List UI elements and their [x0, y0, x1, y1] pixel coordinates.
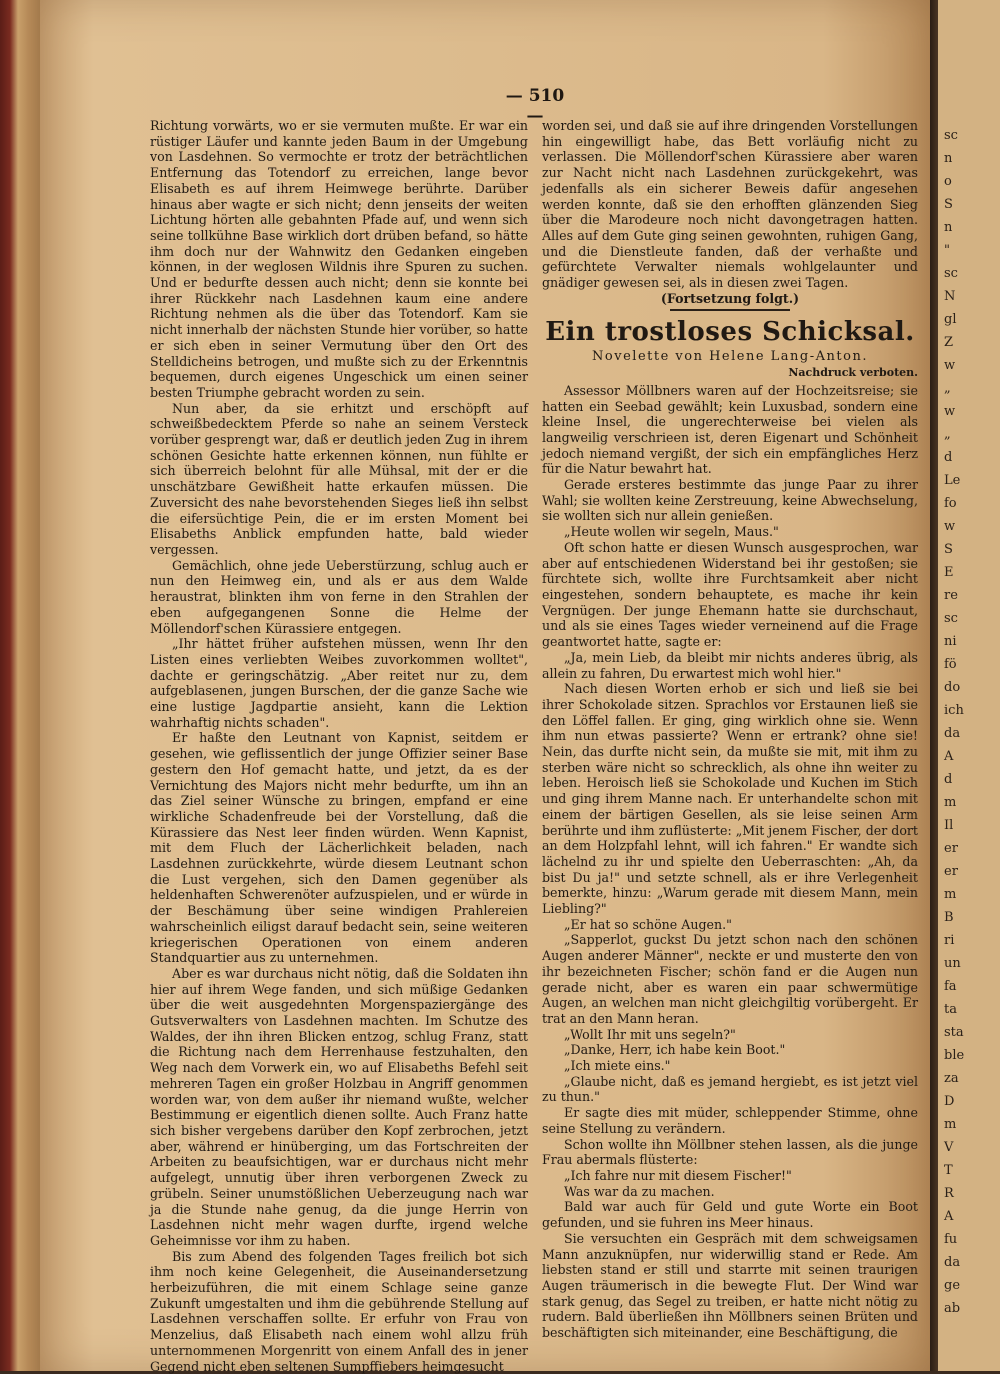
left-column	[150, 118, 528, 1374]
next-page-fragment: ni	[944, 634, 957, 649]
next-page-fragment: S	[944, 197, 953, 212]
next-page-fragment: er	[944, 841, 958, 856]
next-page-fragment: R	[944, 1186, 954, 1201]
paragraph: Schon wollte ihn Möllbner stehen lassen, als die junge Frau abermals flüsterte:	[542, 1136, 918, 1168]
paragraph: „Er hat so schöne Augen."	[564, 916, 732, 932]
next-page-fragment: fa	[944, 979, 957, 994]
paragraph: „Glaube nicht, daß es jemand hergiebt, es ist jetzt viel zu thun."	[542, 1073, 918, 1105]
next-page-fragment: ri	[944, 933, 955, 948]
next-page-fragment: A	[944, 749, 954, 764]
next-page-fragment: m	[944, 1117, 957, 1132]
next-page-fragment: sc	[944, 266, 958, 281]
paragraph: Bis zum Abend des folgenden Tages freilich bot sich ihm noch keine Gelegenheit, die Auseinandersetzung herbeizuführen, die mit einem Schlage seine ganze Zukunft umgestalten und ihm die gebührende Stellung auf Lasdehnen verschaffen sollte. Er erfuhr von Frau von Menzelius, daß Elisabeth nach einem wohl allzu früh unternommenen Morgenritt von einem Anfall des in jener Gegend nicht eben seltenen Sumpffiebers heimgesucht	[150, 1248, 528, 1374]
serial-conclusion	[542, 118, 918, 291]
next-page-fragment: "	[944, 243, 950, 258]
paragraph: „Ja, mein Lieb, da bleibt mir nichts anderes übrig, als allein zu fahren, Du erwartest mich wohl hier."	[542, 649, 918, 681]
paragraph: Gemächlich, ohne jede Ueberstürzung, schlug auch er nun den Heimweg ein, und als er aus dem Walde heraustrat, blinkten ihm von ferne in den Strahlen der eben aufgegangenen Sonne die Helme der Möllendorf'schen Kürassiere entgegen.	[150, 557, 528, 636]
next-page-fragment: T	[944, 1163, 953, 1178]
story-body	[542, 383, 918, 1341]
next-page-fragment: E	[944, 565, 954, 580]
paragraph: Nun aber, da sie erhitzt und erschöpft auf schweißbedecktem Pferde so nahe an seinem Versteck vorüber gesprengt war, daß er deutlich jeden Zug in ihrem schönen Gesichte hatte erkennen können, nun fühlte er sich überreich belohnt für alle Mühsal, mit der er die unschätzbare Gewißheit hatte erkaufen müssen. Die Zuversicht des nahe bevorstehenden Sieges ließ ihn selbst die eifersüchtige Pein, die er im ersten Moment bei Elisabeths Anblick empfunden hatte, bald wieder vergessen.	[150, 400, 528, 557]
next-page-fragment: sta	[944, 1025, 964, 1040]
continuation-note: (Fortsetzung folgt.)	[660, 290, 800, 306]
paragraph: „Ich miete eins."	[564, 1058, 671, 1074]
next-page-fragment: da	[944, 726, 961, 741]
paragraph: Bald war auch für Geld und gute Worte ein Boot gefunden, und sie fuhren ins Meer hinaus.	[542, 1199, 918, 1231]
next-page-fragment: N	[944, 289, 956, 304]
paragraph: Was war da zu machen.	[564, 1183, 715, 1199]
paragraph: Er sagte dies mit müder, schleppender Stimme, ohne seine Stellung zu verändern.	[542, 1105, 918, 1136]
next-page-fragment: D	[944, 1094, 955, 1109]
next-page-fragment: „	[944, 381, 951, 396]
paragraph: Nach diesen Worten erhob er sich und ließ sie bei ihrer Schokolade sitzen. Sprachlos vor Erstaunen ließ sie den Löffel fallen. Er ging, ging wirklich ohne sie. Wenn ihm nun etwas passierte? Wenn er ertrank? ohne sie! Nein, das durfte nicht sein, da mußte sie mit, mit ihm zu sterben wäre nicht so schrecklich, als ohne ihn weiter zu leben. Heroisch ließ sie Schokolade und Kuchen im Stich und ging ihrem Manne nach. Er unterhandelte schon mit einem der bärtigen Gesellen, als sie leise seinen Arm berührte und ihm zuflüsterte: „Mit jenem Fischer, der dort an dem Holzpfahl lehnt, will ich fahren." Er wandte sich lächelnd zu ihr und spielte den Ueberraschten: „Ah, da bist Du ja!" und setzte schnell, als er ihre Verlegenheit bemerkte, hinzu: „Warum gerade mit diesem Mann, mein Liebling?"	[542, 681, 918, 917]
next-page-fragment: m	[944, 795, 957, 810]
next-page-fragment: ab	[944, 1301, 961, 1316]
section-divider	[670, 309, 790, 311]
next-page-fragment: w	[944, 519, 956, 534]
paragraph: Er haßte den Leutnant von Kapnist, seitdem er gesehen, wie geflissentlich der junge Offizier seiner Base gestern den Hof gemacht hatte, und jetzt, da es der Vernichtung des Majors nicht mehr bedurfte, um ihn an das Ziel seiner Wünsche zu bringen, empfand er eine wirkliche Schadenfreude bei der Vorstellung, daß die Kürassiere das Nest leer finden würden. Wenn Kapnist, mit dem Fluch der Lächerlichkeit beladen, nach Lasdehnen zurückkehrte, würde diesem Leutnant schon die Lust vergehen, sich den Damen gegenüber als heldenhaften Schwerenöter aufzuspielen, und er würde in der Beschämung über seine windigen Prahlereien wahrscheinlich eiligst darauf bedacht sein, seine weiteren kriegerischen Operationen von einem anderen Standquartier aus zu unternehmen.	[150, 730, 528, 966]
paragraph: „Ihr hättet früher aufstehen müssen, wenn Ihr den Listen eines verliebten Weibes zuvorkommen wolltet", dachte er geringschätzig. „Aber reitet nur zu, dem aufgeblasenen, jungen Burschen, der die ganze Sache wie eine lustige Jagdpartie ansieht, kann die Lektion wahrhaftig nichts schaden".	[150, 636, 528, 730]
next-page-margin	[938, 0, 1000, 1371]
paragraph: „Danke, Herr, ich habe kein Boot."	[564, 1042, 786, 1058]
next-page-fragment: „	[944, 427, 951, 442]
next-page-fragment: m	[944, 887, 957, 902]
next-page-fragment: d	[944, 772, 953, 787]
book-spine-edge	[0, 0, 40, 1371]
paragraph: Aber es war durchaus nicht nötig, daß die Soldaten ihn hier auf ihrem Wege fanden, und sich müßige Gedanken über die weit ausgedehnten Morgenspaziergänge des Gutsverwalters von Lasdehnen machten. Im Schutze des Waldes, der ihn ihren Blicken entzog, schlug Franz, statt die Richtung nach dem Herrenhause festzuhalten, den Weg nach dem Vorwerk ein, wo auf Elisabeths Befehl seit mehreren Tagen ein großer Holzbau in Angriff genommen worden war, von dem außer ihr niemand wußte, welcher Bestimmung er eigentlich dienen sollte. Auch Franz hatte sich bisher vergebens darüber den Kopf zerbrochen, jetzt aber, während er hinüberging, um das Fortschreiten der Arbeiten zu beaufsichtigen, war er durchaus nicht mehr aufgelegt, unnutig über ihren verborgenen Zweck zu grübeln. Seiner unumstößlichen Ueberzeugung nach war ja die Stunde nahe genug, da die junge Herrin von Lasdehnen nicht mehr wagen durfte, irgend welche Geheimnisse vor ihm zu haben.	[150, 965, 528, 1248]
story-byline: Novelette von Helene Lang-Anton.	[592, 349, 868, 365]
next-page-fragment: sc	[944, 128, 958, 143]
next-page-fragment: Le	[944, 473, 961, 488]
next-page-fragment: V	[944, 1140, 954, 1155]
next-page-fragment: n	[944, 220, 953, 235]
next-page-fragment: Z	[944, 335, 954, 350]
page-gutter	[930, 0, 938, 1371]
paragraph: Sie versuchten ein Gespräch mit dem schweigsamen Mann anzuknüpfen, nur widerwillig stand er Rede. Am liebsten stand er still und starrte mit seinen traurigen Augen träumerisch in die bewegte Flut. Der Wind war stark genug, das Segel zu treiben, er hatte nicht nötig zu rudern. Bald überließen ihn Möllbners seinen Brüten und beschäftigten sich miteinander, eine Beschäftigung, die	[542, 1230, 918, 1341]
next-page-fragment: fö	[944, 657, 957, 672]
next-page-fragment: za	[944, 1071, 959, 1086]
paragraph: „Heute wollen wir segeln, Maus."	[564, 524, 779, 540]
next-page-fragment: A	[944, 1209, 954, 1224]
paragraph: Assessor Möllbners waren auf der Hochzeitsreise; sie hatten ein Seebad gewählt; kein Luxusbad, sondern eine kleine Insel, die ungerechterweise bei vielen als langweilig verschrieen ist, deren Eigenart und Schönheit jedoch niemand vergißt, der sich ein empfängliches Herz für die Natur bewahrt hat.	[542, 382, 918, 477]
next-page-fragment: gl	[944, 312, 957, 327]
paragraph: „Sapperlot, guckst Du jetzt schon nach den schönen Augen anderer Männer", neckte er und musterte den von ihr bezeichneten Fischer; schön fand er die Augen nun gerade nicht, aber es waren ein paar schwermütige Augen, an welchen man nicht gleichgiltig vorübergeht. Er trat an den Mann heran.	[542, 932, 918, 1026]
next-page-fragment: un	[944, 956, 961, 971]
next-page-fragment: er	[944, 864, 958, 879]
next-page-fragment: Il	[944, 818, 954, 833]
next-page-fragment: ich	[944, 703, 964, 718]
next-page-fragment: w	[944, 404, 956, 419]
reprint-notice: Nachdruck verboten.	[788, 366, 918, 380]
paragraph: „Wollt Ihr mit uns segeln?"	[564, 1026, 736, 1042]
next-page-fragment: n	[944, 151, 953, 166]
paragraph: Oft schon hatte er diesen Wunsch ausgesprochen, war aber auf entschiedenen Widerstand bei ihr gestoßen; sie fürchtete sich, wollte ihre Furchtsamkeit aber nicht eingestehen, sondern behauptete, es mache ihr kein Vergnügen. Der junge Ehemann hatte sie durchschaut, und als sie eines Tages wieder verneinend auf die Frage geantwortet hatte, sagte er:	[542, 539, 918, 650]
next-page-fragment: re	[944, 588, 958, 603]
next-page-fragment: fo	[944, 496, 957, 511]
next-page-fragment: sc	[944, 611, 958, 626]
paragraph: worden sei, und daß sie auf ihre dringenden Vorstellungen hin eingewilligt habe, das Bett vorläufig nicht zu verlassen. Die Möllendorf'schen Kürassiere aber waren zur Nacht nicht nach Lasdehnen zurückgekehrt, was jedenfalls als ein sicherer Beweis dafür angesehen werden konnte, daß sie den erhofften glänzenden Sieg über die Marodeure noch nicht davongetragen hatten. Alles auf dem Gute ging seinen gewohnten, ruhigen Gang, und die Dienstleute fanden, daß der verhaßte und gefürchtete Verwalter niemals wohlgelaunter und gnädiger gewesen sei, als in diesen zwei Tagen.	[542, 118, 918, 291]
next-page-fragment: w	[944, 358, 956, 373]
story-title: Ein trostloses Schicksal.	[545, 317, 915, 348]
next-page-fragment: do	[944, 680, 961, 695]
next-page-fragment: fu	[944, 1232, 958, 1247]
page-number: — 510 —	[505, 86, 565, 126]
next-page-fragment: B	[944, 910, 954, 925]
next-page-fragment: d	[944, 450, 953, 465]
next-page-fragment: S	[944, 542, 953, 557]
next-page-fragment: ta	[944, 1002, 957, 1017]
paragraph: Richtung vorwärts, wo er sie vermuten mußte. Er war ein rüstiger Läufer und kannte jeden Baum in der Umgebung von Lasdehnen. So vermochte er trotz der beträchtlichen Entfernung das Totendorf zu erreichen, lange bevor Elisabeth es auf ihrem Heimwege berührte. Darüber hinaus aber wagte er sich nicht; denn jenseits der weiten Lichtung hörten alle gebahnten Pfade auf, und wenn sich seine tollkühne Base wirklich dort drüben befand, so hätte ihm doch nur der Wahnwitz den Gedanken eingeben können, in der weglosen Wildnis ihre Spuren zu suchen. Und er bedurfte dessen auch nicht; denn sie konnte bei ihrer Rückkehr nach Lasdehnen kaum eine andere Richtung nehmen als die über das Totendorf. Kam sie nicht innerhalb der nächsten Stunde hier vorüber, so hatte er sich eben in seiner Vermutung über den Ort des Stelldicheins betrogen, und mußte sich zu der Erkenntnis bequemen, durch eigenes Ungeschick um einen seiner besten Triumphe gebracht worden zu sein.	[150, 118, 528, 400]
right-column	[542, 118, 918, 1341]
paragraph: „Ich fahre nur mit diesem Fischer!"	[564, 1168, 792, 1183]
next-page-fragment: ge	[944, 1278, 961, 1293]
next-page-fragment: o	[944, 174, 952, 189]
next-page-fragment: ble	[944, 1048, 965, 1063]
paragraph: Gerade ersteres bestimmte das junge Paar zu ihrer Wahl; sie wollten keine Zerstreuung, keine Abwechselung, sie wollten sich nur allein genießen.	[542, 477, 918, 524]
next-page-fragment: da	[944, 1255, 961, 1270]
